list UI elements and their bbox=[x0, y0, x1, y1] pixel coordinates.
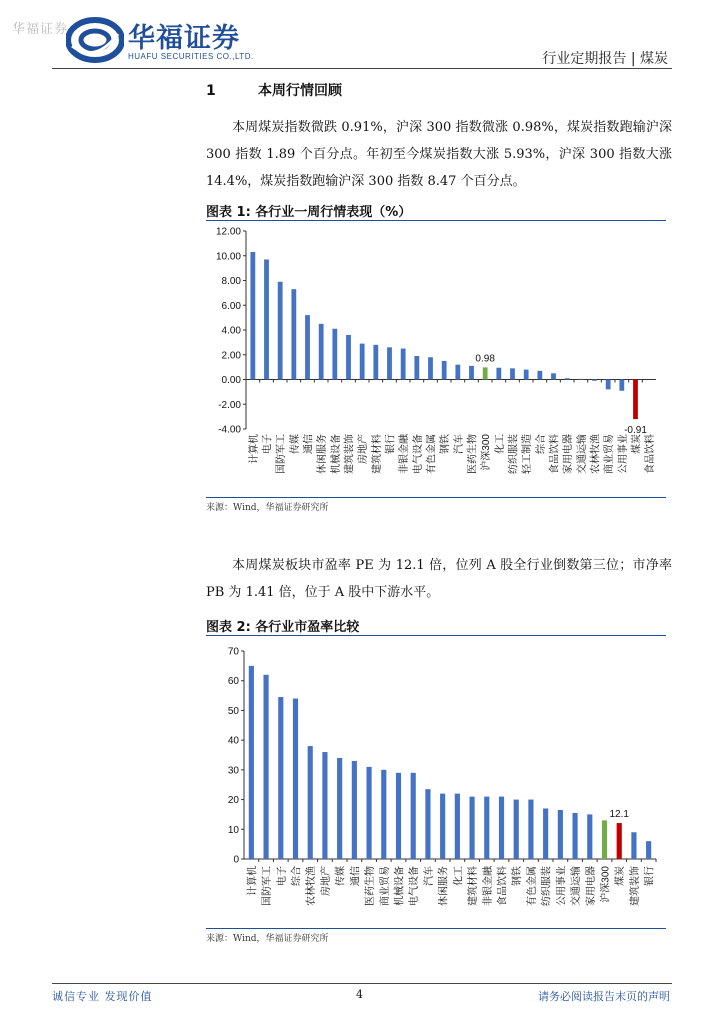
bar-24 bbox=[587, 814, 592, 859]
bar-2 bbox=[264, 259, 269, 379]
bar-11 bbox=[387, 347, 392, 379]
category-label: 公用事业 bbox=[556, 866, 568, 906]
category-label: 有色金属 bbox=[426, 434, 438, 474]
category-label: 传媒 bbox=[335, 866, 347, 886]
y-tick-label: 8.00 bbox=[221, 276, 241, 287]
bar-4 bbox=[291, 289, 296, 379]
section-heading: 本周行情回顾 bbox=[258, 83, 342, 99]
figure-2-bottom-rule bbox=[206, 928, 666, 929]
category-label: 钢铁 bbox=[440, 434, 452, 454]
y-tick-label: 0.00 bbox=[221, 375, 241, 386]
y-tick-label: 12.00 bbox=[215, 226, 241, 238]
bar-15 bbox=[442, 361, 447, 380]
bar-2 bbox=[263, 675, 268, 859]
category-label: 通信 bbox=[303, 434, 315, 454]
category-label: 汽车 bbox=[453, 434, 465, 454]
category-label: 国防军工 bbox=[276, 434, 288, 474]
bar-28 bbox=[619, 380, 624, 391]
y-tick-label: 6.00 bbox=[221, 300, 241, 312]
category-label: 建筑装饰 bbox=[344, 434, 356, 474]
category-label: 建筑材料 bbox=[371, 434, 383, 474]
category-label: 电子 bbox=[262, 434, 274, 454]
bar-26 bbox=[617, 823, 622, 859]
category-label: 计算机 bbox=[248, 434, 260, 464]
category-label: 银行 bbox=[385, 434, 397, 454]
bar-10 bbox=[381, 770, 386, 859]
bar-10 bbox=[373, 345, 378, 380]
category-label: 沪深300 bbox=[481, 434, 493, 471]
bar-1 bbox=[249, 666, 254, 859]
category-label: 煤炭 bbox=[615, 866, 627, 886]
bar-20 bbox=[510, 368, 515, 379]
category-label: 交通运输 bbox=[571, 866, 583, 906]
category-label: 煤炭 bbox=[631, 434, 643, 454]
data-label: 12.1 bbox=[609, 809, 629, 821]
data-label: -0.91 bbox=[624, 425, 647, 437]
figure-1-bottom-rule bbox=[206, 497, 666, 498]
category-label: 家用电器 bbox=[563, 434, 575, 474]
category-label: 通信 bbox=[350, 866, 362, 886]
bar-1 bbox=[250, 252, 255, 379]
y-tick-label: 2.00 bbox=[221, 350, 241, 362]
category-label: 有色金属 bbox=[526, 866, 538, 906]
bar-8 bbox=[352, 761, 357, 859]
report-type: 行业定期报告 | 煤炭 bbox=[542, 51, 668, 67]
bar-26 bbox=[592, 380, 597, 381]
bar-22 bbox=[537, 371, 542, 380]
category-label: 沪深300 bbox=[600, 866, 612, 903]
bar-20 bbox=[528, 800, 533, 859]
bar-12 bbox=[401, 349, 406, 380]
y-tick-label: 70 bbox=[227, 646, 239, 658]
watermark: 华福证券 bbox=[12, 22, 69, 37]
bar-11 bbox=[396, 773, 401, 859]
category-label: 建筑装饰 bbox=[629, 866, 641, 906]
category-label: 化工 bbox=[494, 434, 506, 454]
category-label: 非银金融 bbox=[399, 434, 411, 474]
category-label: 综合 bbox=[535, 434, 547, 454]
category-label: 综合 bbox=[291, 866, 303, 886]
category-label: 交通运输 bbox=[576, 434, 588, 474]
bar-3 bbox=[278, 282, 283, 380]
page-number: 4 bbox=[356, 988, 363, 1001]
bar-3 bbox=[278, 697, 283, 859]
figure-1-source: 来源：Wind，华福证券研究所 bbox=[206, 503, 329, 513]
category-label: 建筑材料 bbox=[468, 866, 480, 906]
paragraph-weekly-review: 本周煤炭指数微跌 0.91%，沪深 300 指数微涨 0.98%，煤炭指数跑输沪深 300 指数 1.89 个百分点。年初至今煤炭指数大涨 5.93%，沪深 300 指数大涨 14.4%，煤炭指数跑输沪深 300 指数 8.47 个百分点。 bbox=[206, 120, 672, 189]
section-title bbox=[206, 80, 342, 100]
bar-4 bbox=[293, 699, 298, 859]
bar-8 bbox=[346, 335, 351, 380]
bar-17 bbox=[484, 797, 489, 859]
category-label: 传媒 bbox=[289, 434, 301, 454]
y-tick-label: 60 bbox=[227, 676, 239, 688]
figure-1-title: 图表 1: 各行业一周行情表现（%） bbox=[206, 205, 412, 220]
bar-16 bbox=[455, 365, 460, 380]
bar-9 bbox=[366, 767, 371, 859]
bar-14 bbox=[428, 357, 433, 379]
bar-7 bbox=[332, 329, 337, 380]
y-tick-label: 20 bbox=[227, 795, 239, 807]
category-label: 计算机 bbox=[247, 866, 259, 896]
y-tick-label: 40 bbox=[227, 735, 239, 747]
footer-slogan: 诚信专业 发现价值 bbox=[52, 990, 153, 1003]
category-label: 农林牧渔 bbox=[306, 866, 318, 906]
y-tick-label: -4.00 bbox=[218, 424, 241, 436]
company-logo bbox=[66, 16, 276, 66]
bar-5 bbox=[308, 746, 313, 859]
logo-emblem-icon bbox=[66, 16, 124, 64]
logo-text-cn: 华福证券 bbox=[128, 23, 240, 54]
category-label: 医药生物 bbox=[365, 866, 377, 906]
bar-18 bbox=[499, 797, 504, 859]
bar-27 bbox=[631, 832, 636, 859]
bar-13 bbox=[425, 789, 430, 859]
y-tick-label: 4.00 bbox=[221, 325, 241, 337]
category-label: 医药生物 bbox=[467, 434, 479, 474]
y-tick-label: 10.00 bbox=[215, 251, 241, 263]
bar-25 bbox=[578, 379, 583, 380]
category-label: 机械设备 bbox=[330, 434, 342, 474]
category-label: 食品饮料 bbox=[549, 434, 561, 474]
bar-21 bbox=[524, 370, 529, 380]
figure-2-source: 来源：Wind，华福证券研究所 bbox=[206, 934, 329, 944]
figure-2-title: 图表 2: 各行业市盈率比较 bbox=[206, 620, 360, 635]
category-label: 电气设备 bbox=[409, 866, 421, 906]
figure-2-top-rule bbox=[206, 635, 666, 636]
data-label: 0.98 bbox=[475, 353, 495, 365]
category-label: 房地产 bbox=[358, 434, 370, 464]
category-label: 房地产 bbox=[320, 866, 332, 896]
bar-14 bbox=[440, 794, 445, 859]
bar-15 bbox=[455, 794, 460, 859]
category-label: 商业贸易 bbox=[604, 434, 616, 474]
figure-2-chart bbox=[206, 640, 666, 925]
category-label: 电子 bbox=[276, 866, 288, 886]
category-label: 银行 bbox=[644, 866, 656, 886]
bar-18 bbox=[483, 367, 488, 379]
y-tick-label: 0 bbox=[233, 854, 239, 866]
bar-21 bbox=[543, 808, 548, 859]
category-label: 农林牧渔 bbox=[590, 434, 602, 474]
y-tick-label: 30 bbox=[227, 765, 239, 777]
bar-23 bbox=[551, 373, 556, 379]
category-label: 轻工制造 bbox=[522, 434, 534, 474]
category-label: 家用电器 bbox=[585, 866, 597, 906]
bar-25 bbox=[602, 820, 607, 859]
category-label: 国防军工 bbox=[262, 866, 274, 906]
bar-27 bbox=[606, 380, 611, 390]
bar-19 bbox=[496, 368, 501, 380]
category-label: 公用事业 bbox=[617, 434, 629, 474]
figure-1-top-rule bbox=[206, 220, 666, 221]
figure-1-chart bbox=[206, 222, 666, 492]
category-label: 化工 bbox=[453, 866, 465, 886]
bar-29 bbox=[633, 380, 638, 420]
category-label: 休闲服务 bbox=[438, 866, 450, 906]
category-label: 纺织服装 bbox=[541, 866, 553, 906]
logo-text-en: HUAFU SECURITIES CO.,LTD. bbox=[128, 52, 254, 61]
footer-divider bbox=[52, 983, 672, 984]
category-label: 机械设备 bbox=[394, 866, 406, 906]
y-tick-label: -2.00 bbox=[218, 399, 241, 411]
y-tick-label: 50 bbox=[227, 705, 239, 717]
bar-9 bbox=[360, 344, 365, 380]
bar-22 bbox=[558, 810, 563, 859]
bar-6 bbox=[322, 752, 327, 859]
category-label: 纺织服装 bbox=[508, 434, 520, 474]
category-label: 非银金融 bbox=[482, 866, 494, 906]
section-number: 1 bbox=[206, 83, 216, 99]
y-tick-label: 10 bbox=[227, 824, 239, 836]
bar-24 bbox=[565, 378, 570, 379]
bar-17 bbox=[469, 366, 474, 380]
bar-16 bbox=[469, 797, 474, 859]
header-divider bbox=[52, 68, 672, 69]
paragraph-valuation: 本周煤炭板块市盈率 PE 为 12.1 倍，位列 A 股全行业倒数第三位；市净率 PB 为 1.41 倍，位于 A 股中下游水平。 bbox=[206, 558, 672, 600]
category-label: 休闲服务 bbox=[317, 434, 329, 474]
bar-23 bbox=[572, 813, 577, 859]
category-label: 食品饮料 bbox=[497, 866, 509, 906]
category-label: 食品饮料 bbox=[645, 434, 657, 474]
bar-12 bbox=[411, 773, 416, 859]
bar-28 bbox=[646, 841, 651, 859]
category-label: 商业贸易 bbox=[379, 866, 391, 906]
bar-13 bbox=[414, 356, 419, 380]
category-label: 电气设备 bbox=[412, 434, 424, 474]
footer-disclaimer: 请务必阅读报告末页的声明 bbox=[538, 990, 670, 1003]
bar-6 bbox=[319, 324, 324, 380]
bar-7 bbox=[337, 758, 342, 859]
category-label: 汽车 bbox=[423, 866, 435, 886]
bar-19 bbox=[514, 800, 519, 859]
category-label: 钢铁 bbox=[512, 866, 524, 886]
bar-5 bbox=[305, 315, 310, 379]
